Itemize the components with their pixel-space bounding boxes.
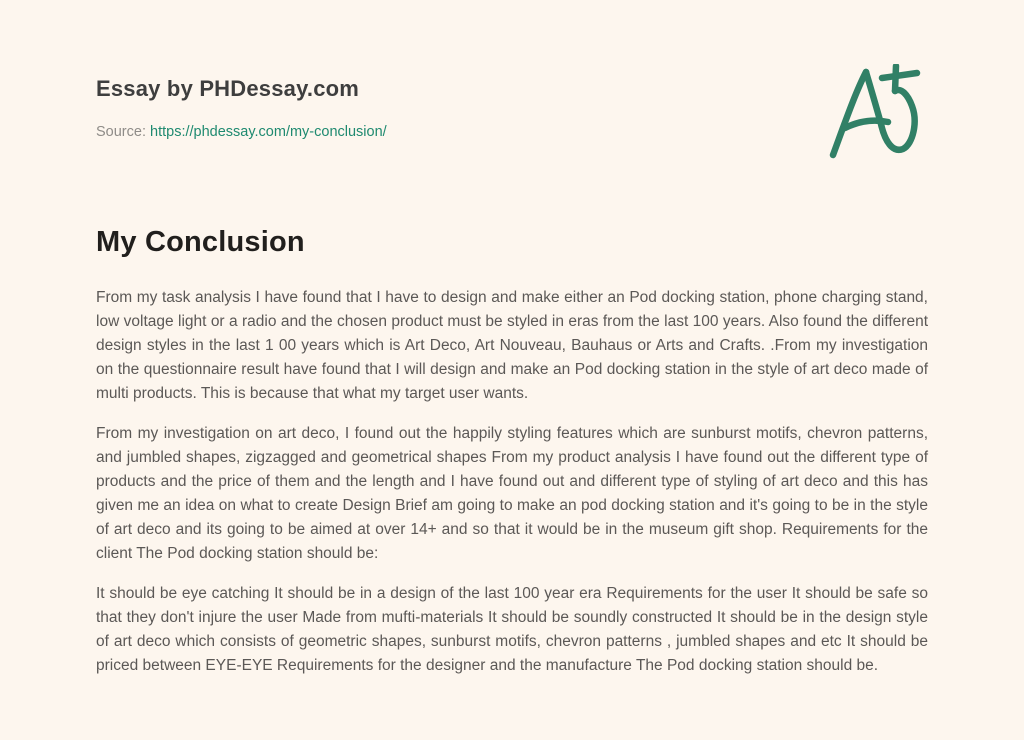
a-plus-logo-icon — [822, 64, 928, 164]
source-line — [96, 124, 387, 140]
document-title: My Conclusion — [96, 226, 305, 258]
brand-title: Essay by PHDessay.com — [96, 76, 360, 101]
document-body — [96, 286, 928, 694]
source-label: Source: — [96, 124, 146, 140]
source-link[interactable]: https://phdessay.com/my-conclusion/ — [150, 124, 387, 140]
paragraph: From my investigation on art deco, I found out the happily styling features which are sunburst motifs, chevron patterns, and jumbled shapes, zigzagged and geometrical shapes From my product analysis I have found out the different type of products and the price of them and the length and I have found out and different type of styling of art deco and this has given me an idea on what to create Design Brief am going to make an pod docking station and it's going to be in the style of art deco and its going to be aimed at over 14+ and so that it would be in the museum gift shop. Requirements for the client The Pod docking station should be: — [96, 425, 928, 562]
paragraph: From my task analysis I have found that I have to design and make either an Pod docking station, phone charging stand, low voltage light or a radio and the chosen product must be styled in eras from the last 100 years. Also found the different design styles in the last 1 00 years which is Art Deco, Art Nouveau, Bauhaus or Arts and Crafts. .From my investigation on the questionnaire result have found that I will design and make an Pod docking station in the style of art deco made of multi products. This is because that what my target user wants. — [96, 289, 928, 402]
paragraph: It should be eye catching It should be in a design of the last 100 year era Requirements for the user It should be safe so that they don't injure the user Made from mufti-materials It should be soundly constructed It should be in the design style of art deco which consists of geometric shapes, sunburst motifs, chevron patterns , jumbled shapes and etc It should be priced between EYE-EYE Requirements for the designer and the manufacture The Pod docking station should be. — [96, 585, 928, 674]
